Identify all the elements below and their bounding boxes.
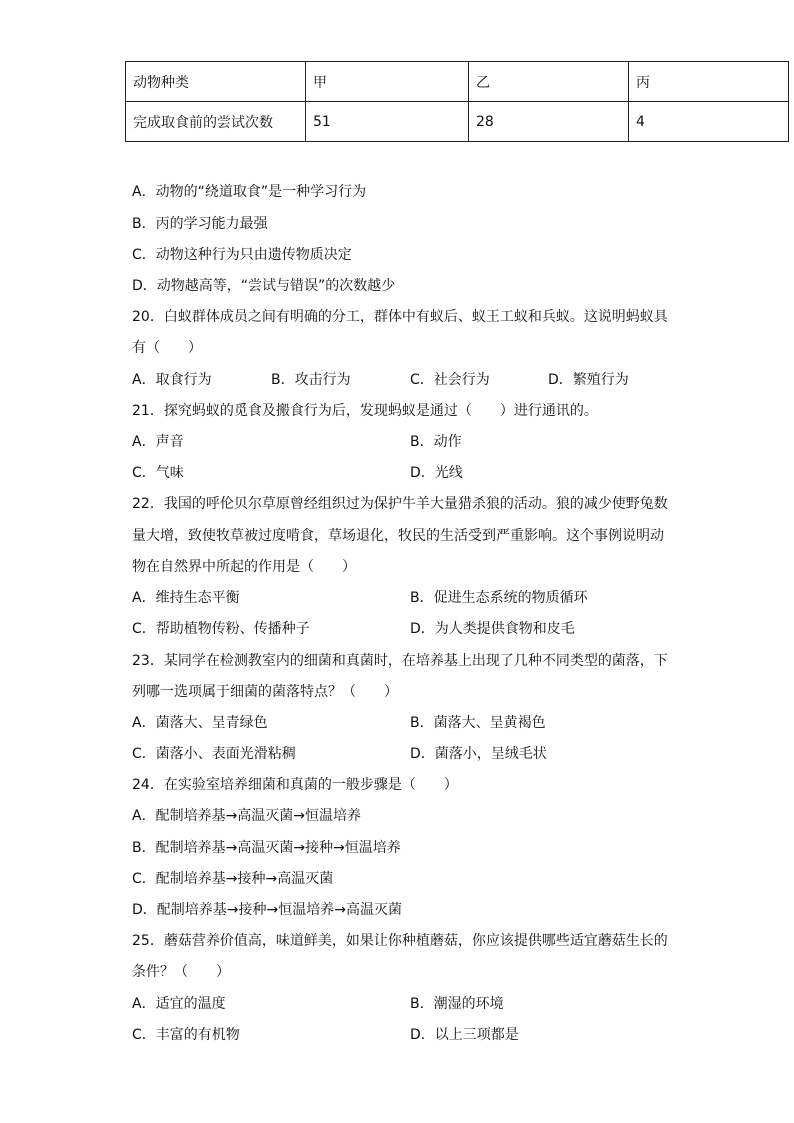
q19-option-b: B．丙的学习能力最强 [132, 216, 268, 232]
q21-option-d: D．光线 [410, 465, 463, 481]
data-table [125, 61, 789, 142]
q25-option-d: D．以上三项都是 [410, 1027, 519, 1043]
q22-stem-continued: 物在自然界中所起的作用是（ ） [132, 559, 356, 575]
table-cell: 甲 [306, 62, 469, 102]
q20-stem: 20．白蚁群体成员之间有明确的分工，群体中有蚁后、蚁王工蚁和兵蚁。这说明蚂蚁具 [132, 309, 668, 325]
q25-option-c: C．丰富的有机物 [132, 1027, 240, 1043]
q22-stem-continued: 量大增，致使牧草被过度啃食，草场退化，牧民的生活受到严重影响。这个事例说明动 [132, 528, 664, 544]
q19-option-d: D．动物越高等，“尝试与错误”的次数越少 [132, 278, 396, 294]
q21-option-b: B．动作 [410, 434, 462, 450]
table-cell: 完成取食前的尝试次数 [126, 102, 306, 142]
q25-stem-continued: 条件？（ ） [132, 964, 230, 980]
q25-option-a: A．适宜的温度 [132, 996, 226, 1012]
q23-stem-continued: 列哪一选项属于细菌的菌落特点？（ ） [132, 684, 398, 700]
q24-option-b: B．配制培养基→高温灭菌→接种→恒温培养 [132, 840, 401, 856]
q25-option-b: B．潮湿的环境 [410, 996, 504, 1012]
q23-option-d: D．菌落小，呈绒毛状 [410, 746, 547, 762]
q24-option-a: A．配制培养基→高温灭菌→恒温培养 [132, 808, 362, 824]
q21-option-a: A．声音 [132, 434, 184, 450]
q22-option-d: D．为人类提供食物和皮毛 [410, 621, 575, 637]
q20-option-d: D．繁殖行为 [548, 372, 629, 388]
q19-option-c: C．动物这种行为只由遗传物质决定 [132, 247, 352, 263]
table-row [126, 102, 789, 142]
q20-option-a: A．取食行为 [132, 372, 212, 388]
q23-option-b: B．菌落大、呈黄褐色 [410, 715, 546, 731]
q22-option-a: A．维持生态平衡 [132, 590, 240, 606]
table-cell: 乙 [469, 62, 629, 102]
table-cell: 动物种类 [126, 62, 306, 102]
q22-stem: 22．我国的呼伦贝尔草原曾经组织过为保护牛羊大量猎杀狼的活动。狼的减少使野兔数 [132, 496, 668, 512]
table-cell: 4 [629, 102, 789, 142]
q23-stem: 23．某同学在检测教室内的细菌和真菌时，在培养基上出现了几种不同类型的菌落，下 [132, 653, 668, 669]
q25-stem: 25．蘑菇营养价值高，味道鲜美，如果让你种植蘑菇，你应该提供哪些适宜蘑菇生长的 [132, 933, 668, 949]
q20-option-b: B．攻击行为 [271, 372, 351, 388]
q23-option-a: A．菌落大、呈青绿色 [132, 715, 268, 731]
q24-stem: 24．在实验室培养细菌和真菌的一般步骤是（ ） [132, 777, 458, 793]
q23-option-c: C．菌落小、表面光滑粘稠 [132, 746, 296, 762]
q19-option-a: A．动物的“绕道取食”是一种学习行为 [132, 184, 367, 200]
q21-stem: 21．探究蚂蚁的觅食及搬食行为后，发现蚂蚁是通过（ ）进行通讯的。 [132, 403, 598, 419]
table-cell: 丙 [629, 62, 789, 102]
q24-option-d: D．配制培养基→接种→恒温培养→高温灭菌 [132, 902, 402, 918]
q20-stem-continued: 有（ ） [132, 340, 202, 356]
q22-option-c: C．帮助植物传粉、传播种子 [132, 621, 310, 637]
table-cell: 28 [469, 102, 629, 142]
table-cell: 51 [306, 102, 469, 142]
q22-option-b: B．促进生态系统的物质循环 [410, 590, 588, 606]
q21-option-c: C．气味 [132, 465, 184, 481]
table-header-row [126, 62, 789, 102]
q20-option-c: C．社会行为 [410, 372, 490, 388]
q24-option-c: C．配制培养基→接种→高温灭菌 [132, 871, 334, 887]
